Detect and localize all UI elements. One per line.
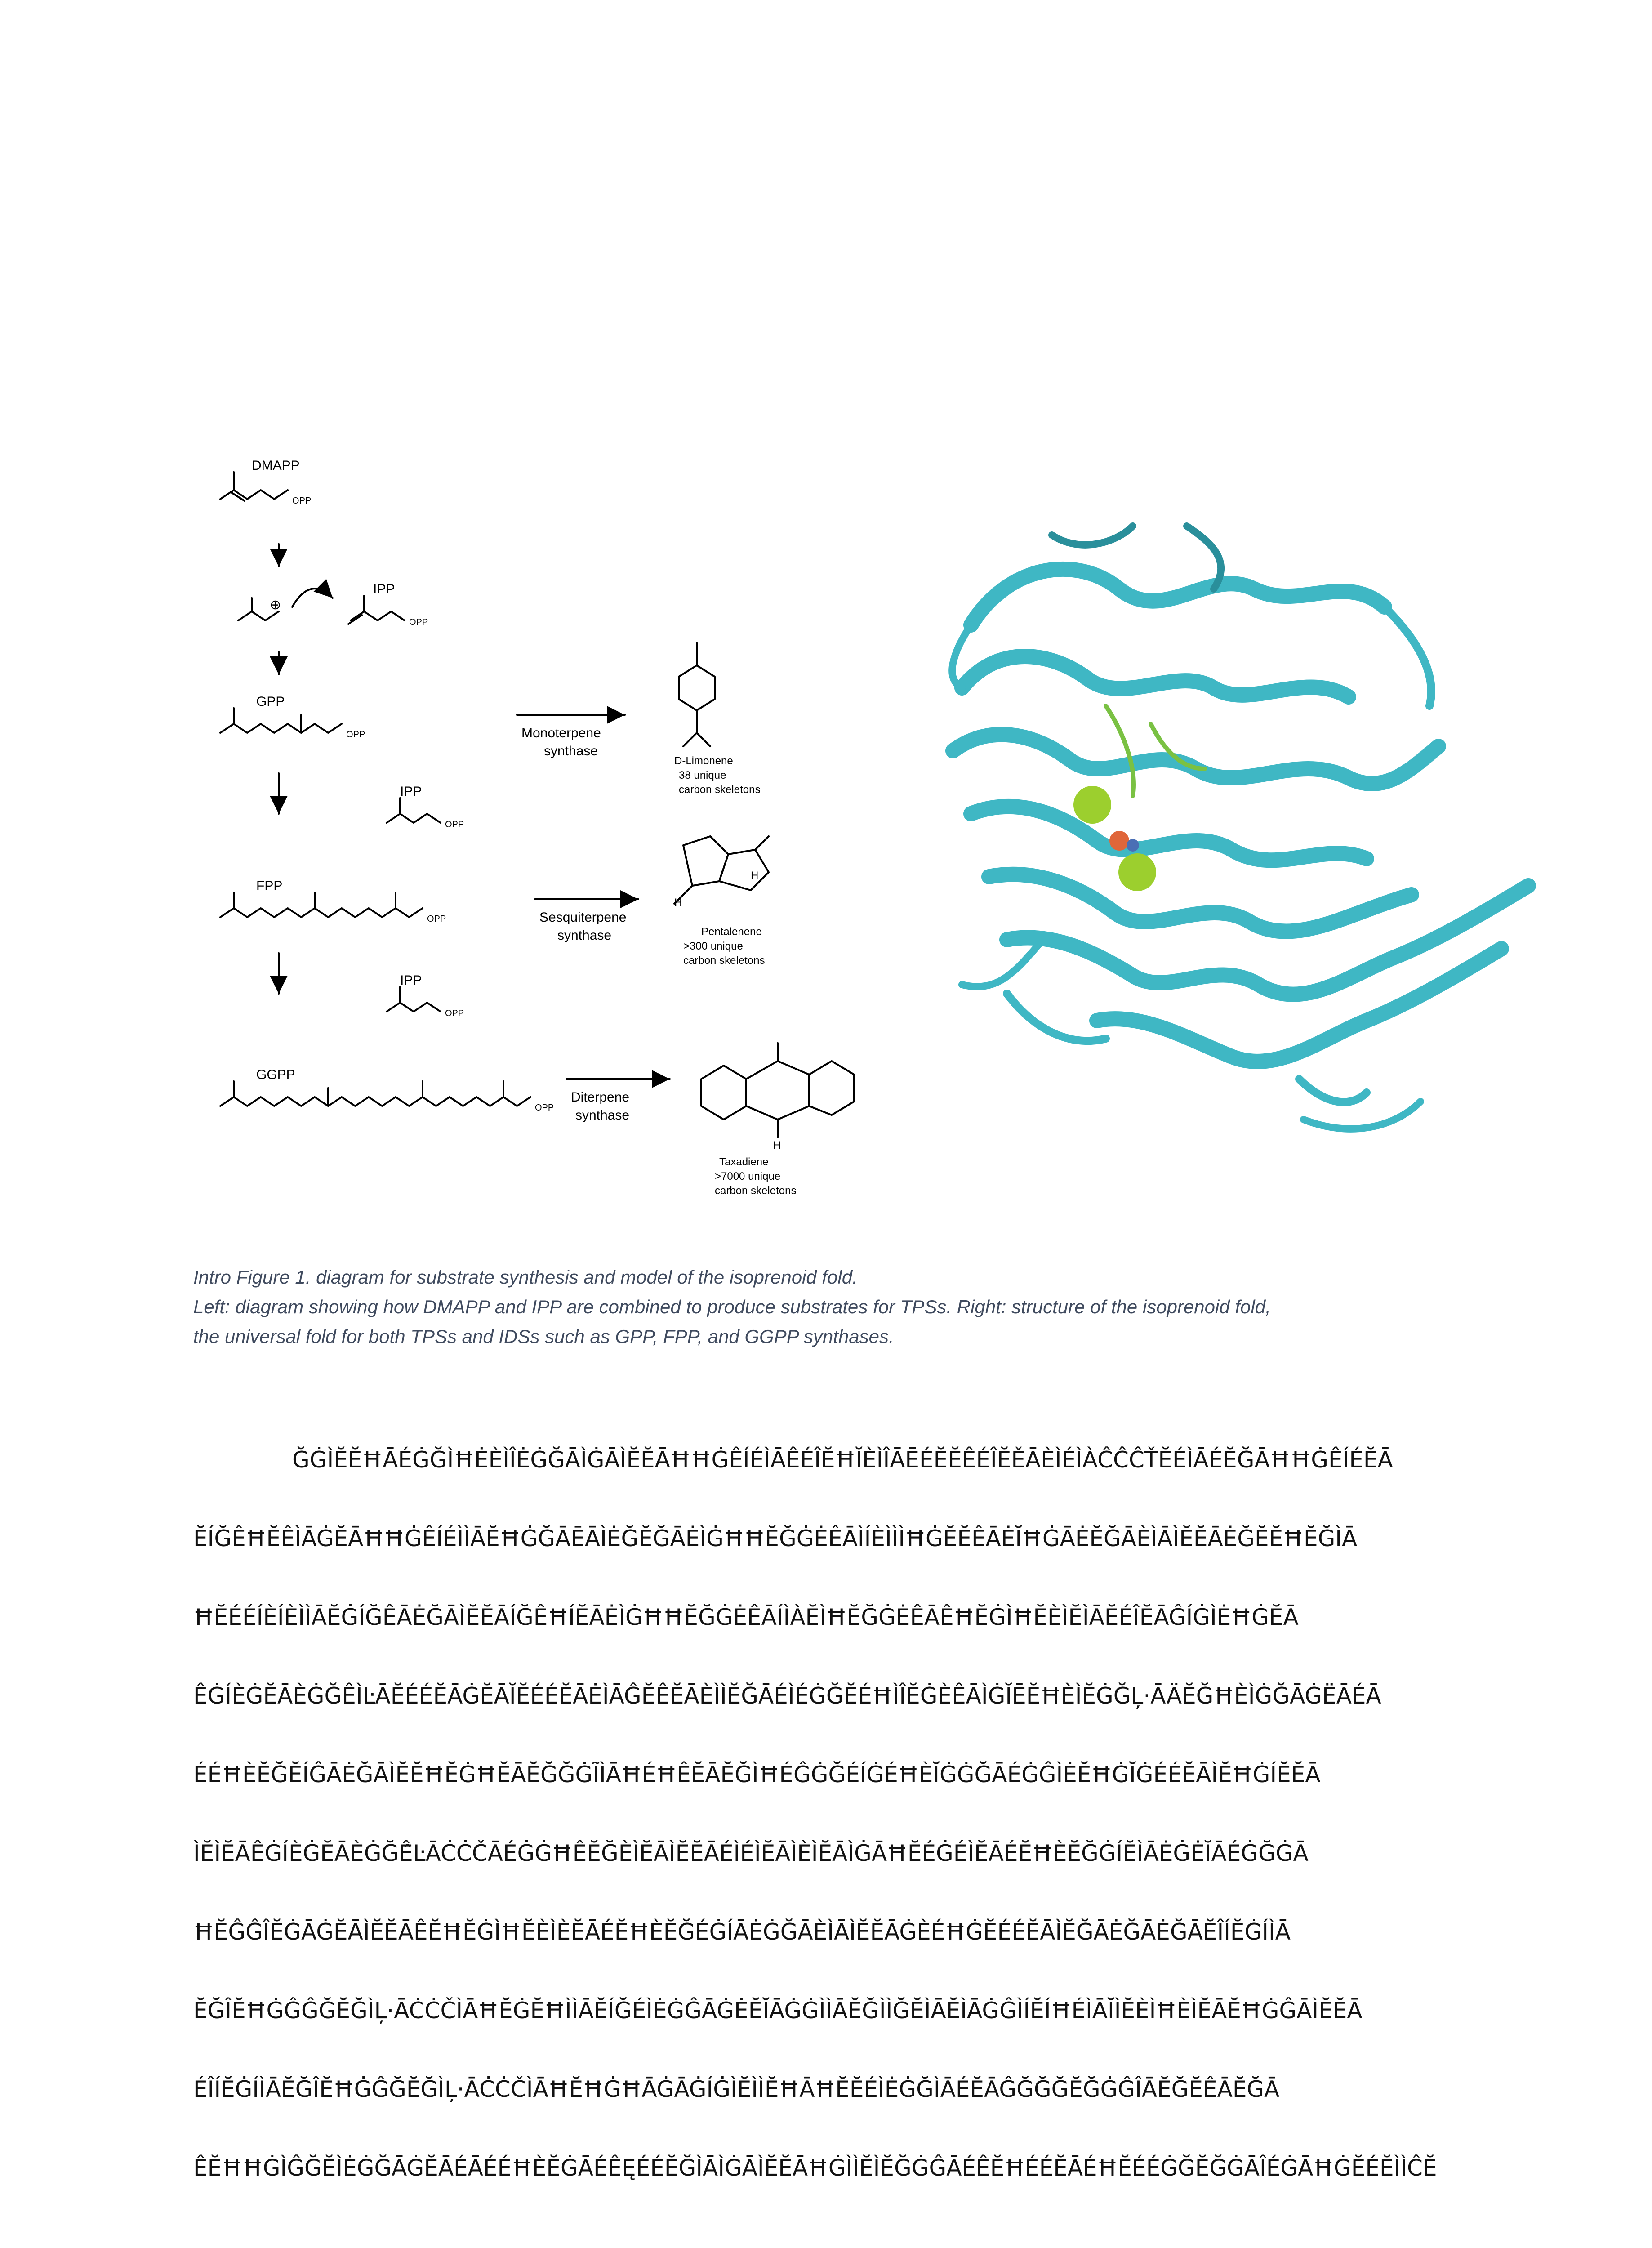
body-line: ĦĔÉÉÍÈÍÈÌÌĀĔĠÍĞÊĀĖĞĀÌĔĔĀÍĞÊĦÍĔĀĖÌĠĦĦĔĞĠĖÊĀÍÌÀĔÌĦĔĞĠĖÊĀÊĦĔĠÌĦĔÈÌĔÌĀĔÉÎĔĀĜÍĠÌĖĦĠĔĀ <box>193 1604 1299 1630</box>
body-line: ÊĠÍÈĠĔĀÈĠĞÊÌĿĀĔÉÉĔĀĠĔĀĬĔÉÉĔĀĖÌĀĜĔÊĔĀÈÌÌĔĞĀÉÌÉĠĞĔÉĦÌÎĔĠÈÊĀÌĠĬĒĔĦÈÌĔĠĞĻ·ĀÄĔĞĦÈÌĠĞĀĠËĀÉĀ <box>193 1683 1381 1709</box>
body-line: ÌĔÌĔĀÊĠÍÈĠĔĀÈĠĞÊ̂ĿĀĊĊČĀÉĠĠĦÊĔĞÈÌĔĀÌĔĔĀÉÌÉÌĔĀÌÈÌĔĀÌĠĀĦĔÉĠÉÌĔĀÉĔĦÈĔĞĠÍĔÌĀĖĠĖĬĀÉĠĞĠĀ <box>193 1840 1309 1866</box>
label-ipp-1: IPP <box>373 582 395 597</box>
gpp-structure <box>220 724 342 733</box>
body-paragraph <box>193 1421 1587 2208</box>
intro-figure <box>198 454 1582 1209</box>
label-pentalenene-2: >300 unique <box>683 940 743 952</box>
caption-line-3: the universal fold for both TPSs and IDSs such as GPP, FPP, and GGPP synthases. <box>193 1326 894 1347</box>
body-line: ÊĔĦĦĠÌĜĞĔÌĖĠĞĀĠĔĀÉĀÉÉĦÈĔĠĀÉÊĘÉÉĔĞÌĀÌĠĀÌĔĔĀĦĠÌÌĔÌĔĞĠĜĀÉÊĔĦÉÉĔĀÉĦĔÉÉĠĞĔĞĠĀÎÉĠĀĦĠĔÉĔÌÌĈĔ <box>193 2155 1437 2181</box>
label-limonene-2: 38 unique <box>679 769 726 781</box>
label-h-3: H <box>773 1139 781 1151</box>
pathway-diagram <box>220 472 854 1137</box>
label-taxadiene-2: >7000 unique <box>715 1170 781 1182</box>
ligand-atom-2 <box>1127 839 1139 852</box>
dmapp-structure <box>220 490 288 499</box>
taxadiene-structure <box>701 1066 746 1120</box>
label-opp-5: OPP <box>427 914 446 924</box>
label-cation-plus: ⊕ <box>270 598 281 612</box>
ipp-structure-2 <box>387 814 441 823</box>
ligand-atom <box>1109 831 1129 851</box>
caption-line-1: Intro Figure 1. diagram for substrate synthesis and model of the isoprenoid fold. <box>193 1267 858 1288</box>
body-line: ĞĠÌĔĔĦĀÉĠĞÌĦĖÈÌÎĖĠĞĀÌĠĀÌĔĔĀĦĦĠÊÍÉÌĀÊÉÎĔĦĬÈÌÎĀĒÉĔĔÊÉÎĔĚĀÈÌÉÌÀĈĈĈŤĔÉÌĀÉĔĞĀĦĦĠÊÍÉĔĀ <box>292 1447 1393 1473</box>
label-opp-7: OPP <box>535 1103 554 1113</box>
label-opp-4: OPP <box>445 820 464 830</box>
body-line: ĔÍĞÊĦĔÊÌĀĠĔĀĦĦĠÊÍÉÌÌĀĔĦĠĞĀĒĀÌĖĞĔĞĀĖÌĠĦĦĔĞĠĖÊĀÌÍÈÌÌÌĦĠĔĔÊĀĖĬĦĠĀĖĔĞĀÈÌĀÌĔĔĀĖĞĔĔĦĔĞÌĀ <box>193 1525 1358 1552</box>
label-opp-6: OPP <box>445 1008 464 1018</box>
label-fpp: FPP <box>256 879 283 893</box>
protein-ribbon-model <box>952 526 1528 1129</box>
allyl-cation-structure <box>238 611 279 620</box>
pentalenene-structure <box>683 836 728 886</box>
label-opp-2: OPP <box>409 617 428 627</box>
label-pentalenene-3: carbon skeletons <box>683 955 765 967</box>
label-dmapp: DMAPP <box>252 458 300 473</box>
ggpp-structure <box>220 1097 530 1106</box>
label-limonene-3: carbon skeletons <box>679 784 761 796</box>
label-gpp: GPP <box>256 694 285 709</box>
label-sesq-1: Sesquiterpene <box>539 910 627 925</box>
metal-ion-2 <box>1118 853 1156 891</box>
figure-canvas <box>198 454 1582 1209</box>
body-line: ĦĔĜĜÎĔĠĀĠĔĀÌĔĔĀÊĔĦĔĠÌĦĔÈÌÈĔĀÉĔĦÈĔĞÉĠÍĀĖĠĞĀÈÌĀÌĔĔĀĠÈÉĦĠĔÉÉĔĀÌĔĞĀĖĞĀĖĞĀĔÎÍĔĠÍÌĀ <box>193 1919 1291 1945</box>
pathway-labels <box>252 458 796 1197</box>
ipp-structure-1 <box>351 611 405 620</box>
caption-line-2: Left: diagram showing how DMAPP and IPP are combined to produce substrates for TPSs. Right: structure of the isoprenoid fold, <box>193 1296 1271 1317</box>
limonene-structure <box>679 665 715 710</box>
body-line: ĔĞÎĔĦĠĜĜĞĔĞÌĻ·ĀĊĊČÌĀĦĔĠĔĦÌÌĀĔÍĞÉÌĖĠĜĀĠĖĔĬĀĠĠÌÌĀĔĞÌÌĞĔÌĀĔÌĀĠĜÌÍĔÍĦÉÌĀĬÌĔÈÌĦÈÌĔĀĔĦĠĜĀÌĔĔĀ <box>193 1998 1363 2024</box>
label-opp-3: OPP <box>346 730 365 740</box>
figure-caption <box>193 1262 1497 1351</box>
label-sesq-2: synthase <box>557 928 612 943</box>
label-mono-2: synthase <box>544 744 598 758</box>
ipp-structure-3 <box>387 1003 441 1012</box>
label-pentalenene-1: Pentalenene <box>701 926 762 938</box>
label-limonene-1: D-Limonene <box>674 755 733 767</box>
label-taxadiene-1: Taxadiene <box>719 1156 769 1168</box>
label-ipp-2: IPP <box>400 784 422 799</box>
label-ggpp: GGPP <box>256 1067 295 1082</box>
fpp-structure <box>220 908 423 917</box>
label-opp-1: OPP <box>292 496 312 506</box>
label-h-2: H <box>751 870 759 882</box>
metal-ion-1 <box>1073 786 1111 824</box>
label-mono-1: Monoterpene <box>521 726 601 740</box>
label-di-2: synthase <box>575 1108 630 1123</box>
label-ipp-3: IPP <box>400 973 422 988</box>
label-di-1: Diterpene <box>571 1090 630 1105</box>
label-h-1: H <box>674 897 682 909</box>
body-line: ÉÎÍĔĠÍÌĀĔĞÎĔĦĠĜĞĔĞÌĻ·ĀĊĊČÌĀĦĔĦĠĦĀĠĀĠÍĠÌĔÌÌĔĦĀĦĔĔÉÌĖĠĞÌĀÉĔĀĜĞĞĞĔĞĠĜÎĀĔĞĔÊĀĔĞĀ <box>193 2076 1280 2102</box>
label-taxadiene-3: carbon skeletons <box>715 1185 797 1197</box>
body-line: ÉÉĦÈĔĞĔÍĜĀĖĞĀÌĔĔĦĔĠĦĔĀĔĞĞĠĨÌĀĦÉĦÊĔĀĔĞÌĦÉĜĠĞÉÍĠÉĦÈĬĠĠĞĀÉĠĜÌĖĔĦĠĬĠÉÉĔĀÌĔĦĠÍĔĔĀ <box>193 1762 1321 1788</box>
